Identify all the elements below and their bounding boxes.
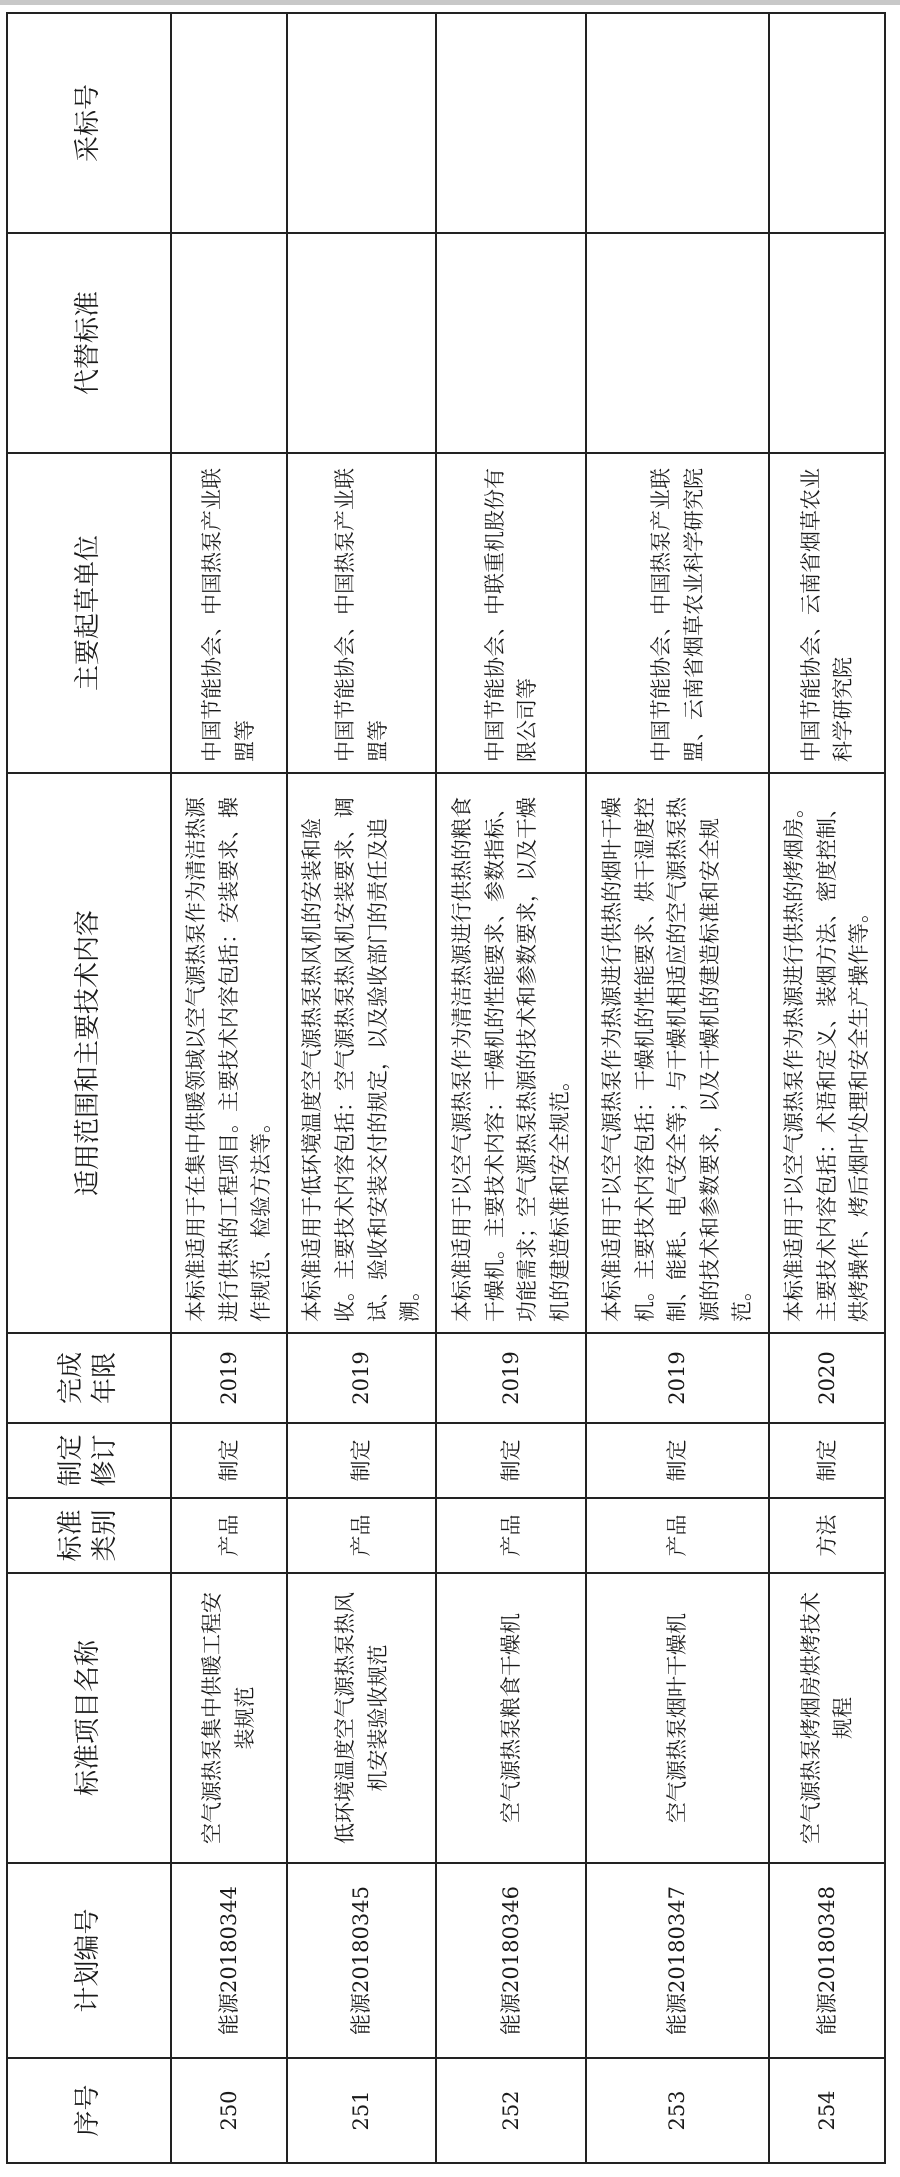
- cell-units: 中国节能协会、中国热泵产业联盟等: [287, 453, 437, 773]
- cell-category: 产品: [586, 1498, 769, 1573]
- rotated-table-wrapper: [6, 14, 886, 2164]
- header-units: 主要起草单位: [7, 453, 171, 773]
- header-scope: 适用范围和主要技术内容: [7, 773, 171, 1333]
- header-adopt: 采标号: [7, 13, 171, 233]
- cell-type: 制定: [171, 1423, 287, 1498]
- cell-type: 制定: [769, 1423, 885, 1498]
- cell-replace: [287, 233, 437, 453]
- cell-category: 方法: [769, 1498, 885, 1573]
- table-row: [171, 13, 287, 2163]
- cell-name: 空气源热泵集中供暖工程安装规范: [171, 1573, 287, 1863]
- cell-year: 2019: [171, 1333, 287, 1423]
- cell-replace: [586, 233, 769, 453]
- cell-year: 2019: [287, 1333, 437, 1423]
- cell-replace: [769, 233, 885, 453]
- cell-category: 产品: [287, 1498, 437, 1573]
- header-seq: 序号: [7, 2058, 171, 2163]
- cell-plan-no: 能源20180348: [769, 1863, 885, 2058]
- cell-type: 制定: [287, 1423, 437, 1498]
- cell-plan-no: 能源20180346: [436, 1863, 586, 2058]
- table-row: [287, 13, 437, 2163]
- cell-type: 制定: [586, 1423, 769, 1498]
- cell-units: 中国节能协会、中国热泵产业联盟、云南省烟草农业科学研究院: [586, 453, 769, 773]
- cell-adopt: [586, 13, 769, 233]
- header-replace: 代替标准: [7, 233, 171, 453]
- cell-year: 2019: [436, 1333, 586, 1423]
- header-name: 标准项目名称: [7, 1573, 171, 1863]
- cell-replace: [436, 233, 586, 453]
- cell-seq: 251: [287, 2058, 437, 2163]
- cell-adopt: [171, 13, 287, 233]
- header-category: 标准类别: [7, 1498, 171, 1573]
- cell-scope: 本标准适用于在集中供暖领域以空气源热泵作为清洁热源进行供热的工程项目。主要技术内容包括：安装要求、操作规范、检验方法等。: [171, 773, 287, 1333]
- cell-name: 低环境温度空气源热泵热风机安装验收规范: [287, 1573, 437, 1863]
- header-type: 制定修订: [7, 1423, 171, 1498]
- cell-plan-no: 能源20180345: [287, 1863, 437, 2058]
- cell-units: 中国节能协会、中国热泵产业联盟等: [171, 453, 287, 773]
- cell-year: 2020: [769, 1333, 885, 1423]
- header-row: [7, 13, 171, 2163]
- cell-units: 中国节能协会、云南省烟草农业科学研究院: [769, 453, 885, 773]
- cell-scope: 本标准适用于以空气源热泵作为热源进行供热的烟叶干燥机。主要技术内容包括：干燥机的性能要求、烘干湿度控制、能耗、电气安全等；与干燥机相适应的空气源热泵热源的技术和参数要求，以及干燥机的建造标准和安全规范。: [586, 773, 769, 1333]
- cell-seq: 250: [171, 2058, 287, 2163]
- standards-table: [6, 12, 886, 2164]
- cell-category: 产品: [436, 1498, 586, 1573]
- header-plan-no: 计划编号: [7, 1863, 171, 2058]
- cell-scope: 本标准适用于低环境温度空气源热泵热风机的安装和验收。主要技术内容包括：空气源热泵热风机安装要求、调试、验收和安装交付的规定，以及验收部门的责任及追溯。: [287, 773, 437, 1333]
- cell-category: 产品: [171, 1498, 287, 1573]
- cell-units: 中国节能协会、中联重机股份有限公司等: [436, 453, 586, 773]
- cell-seq: 252: [436, 2058, 586, 2163]
- cell-type: 制定: [436, 1423, 586, 1498]
- cell-plan-no: 能源20180347: [586, 1863, 769, 2058]
- cell-adopt: [436, 13, 586, 233]
- cell-scope: 本标准适用于以空气源热泵作为清洁热源进行供热的粮食干燥机。主要技术内容：干燥机的性能要求、参数指标、功能需求；空气源热泵热源的技术和参数要求，以及干燥机的建造标准和安全规范。: [436, 773, 586, 1333]
- cell-name: 空气源热泵粮食干燥机: [436, 1573, 586, 1863]
- cell-adopt: [769, 13, 885, 233]
- cell-replace: [171, 233, 287, 453]
- header-year: 完成年限: [7, 1333, 171, 1423]
- cell-plan-no: 能源20180344: [171, 1863, 287, 2058]
- table-row: [436, 13, 586, 2163]
- cell-seq: 253: [586, 2058, 769, 2163]
- table-row: [586, 13, 769, 2163]
- cell-name: 空气源热泵烤烟房烘烤技术规程: [769, 1573, 885, 1863]
- cell-scope: 本标准适用于以空气源热泵作为热源进行供热的烤烟房。主要技术内容包括：术语和定义、装烟方法、密度控制、烘烤操作、烤后烟叶处理和安全生产操作等。: [769, 773, 885, 1333]
- cell-name: 空气源热泵烟叶干燥机: [586, 1573, 769, 1863]
- cell-seq: 254: [769, 2058, 885, 2163]
- cell-adopt: [287, 13, 437, 233]
- table-row: [769, 13, 885, 2163]
- cell-year: 2019: [586, 1333, 769, 1423]
- previous-page-edge: [0, 0, 900, 5]
